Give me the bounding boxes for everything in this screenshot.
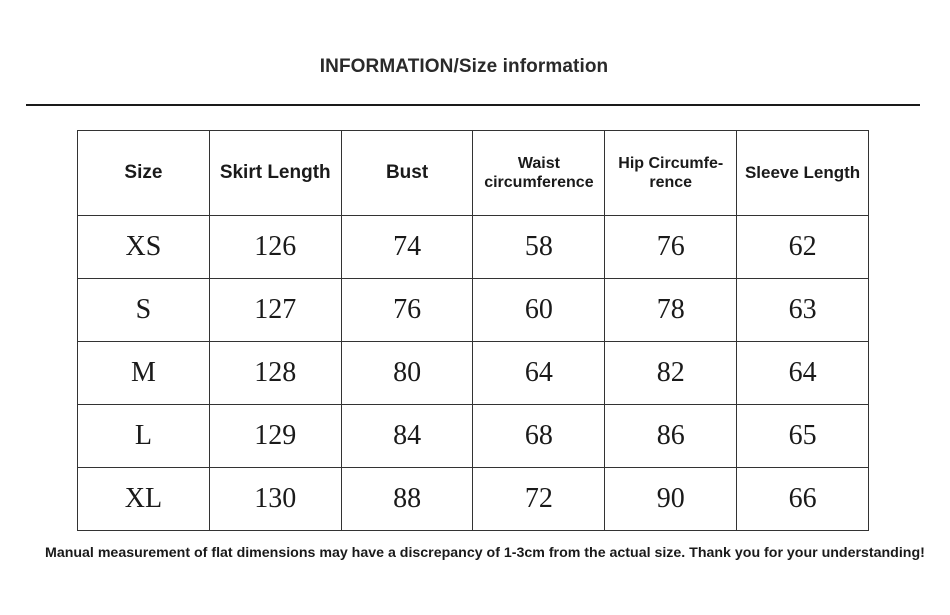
cell-waist: 72: [473, 468, 605, 531]
header-waist-line-2: circumference: [484, 174, 594, 191]
cell-hip: 76: [605, 216, 737, 279]
table-row: [78, 216, 869, 279]
size-chart-table: [77, 130, 869, 531]
cell-bust: 80: [341, 342, 473, 405]
cell-waist: 60: [473, 279, 605, 342]
header-skirt-length: Skirt Length: [209, 131, 341, 216]
header-sleeve-length: Sleeve Length: [737, 131, 869, 216]
cell-skirt-length: 128: [209, 342, 341, 405]
table-header-row: [78, 131, 869, 216]
cell-hip: 82: [605, 342, 737, 405]
table-row: [78, 405, 869, 468]
cell-size: M: [78, 342, 210, 405]
title-divider: [26, 104, 920, 106]
cell-sleeve-length: 64: [737, 342, 869, 405]
cell-sleeve-length: 62: [737, 216, 869, 279]
cell-waist: 58: [473, 216, 605, 279]
cell-skirt-length: 127: [209, 279, 341, 342]
page-title: INFORMATION/Size information: [319, 56, 609, 77]
cell-hip: 78: [605, 279, 737, 342]
cell-bust: 88: [341, 468, 473, 531]
header-hip-circumference: [605, 131, 737, 216]
table-row: [78, 279, 869, 342]
header-size: Size: [78, 131, 210, 216]
table-row: [78, 468, 869, 531]
cell-size: S: [78, 279, 210, 342]
cell-size: XS: [78, 216, 210, 279]
cell-hip: 86: [605, 405, 737, 468]
cell-waist: 64: [473, 342, 605, 405]
cell-bust: 76: [341, 279, 473, 342]
cell-skirt-length: 129: [209, 405, 341, 468]
cell-hip: 90: [605, 468, 737, 531]
cell-bust: 74: [341, 216, 473, 279]
cell-waist: 68: [473, 405, 605, 468]
header-waist-line-1: Waist: [517, 155, 560, 172]
cell-skirt-length: 130: [209, 468, 341, 531]
cell-sleeve-length: 63: [737, 279, 869, 342]
measurement-disclaimer: Manual measurement of flat dimensions may have a discrepancy of 1-3cm from the actual size. Thank you for your understanding!: [45, 545, 925, 561]
cell-size: XL: [78, 468, 210, 531]
header-hip-line-1: Hip Circumfe-: [618, 155, 724, 172]
header-bust: Bust: [341, 131, 473, 216]
cell-sleeve-length: 66: [737, 468, 869, 531]
cell-size: L: [78, 405, 210, 468]
cell-bust: 84: [341, 405, 473, 468]
header-waist-circumference: [473, 131, 605, 216]
table-row: [78, 342, 869, 405]
cell-sleeve-length: 65: [737, 405, 869, 468]
cell-skirt-length: 126: [209, 216, 341, 279]
header-hip-line-2: rence: [649, 174, 693, 191]
